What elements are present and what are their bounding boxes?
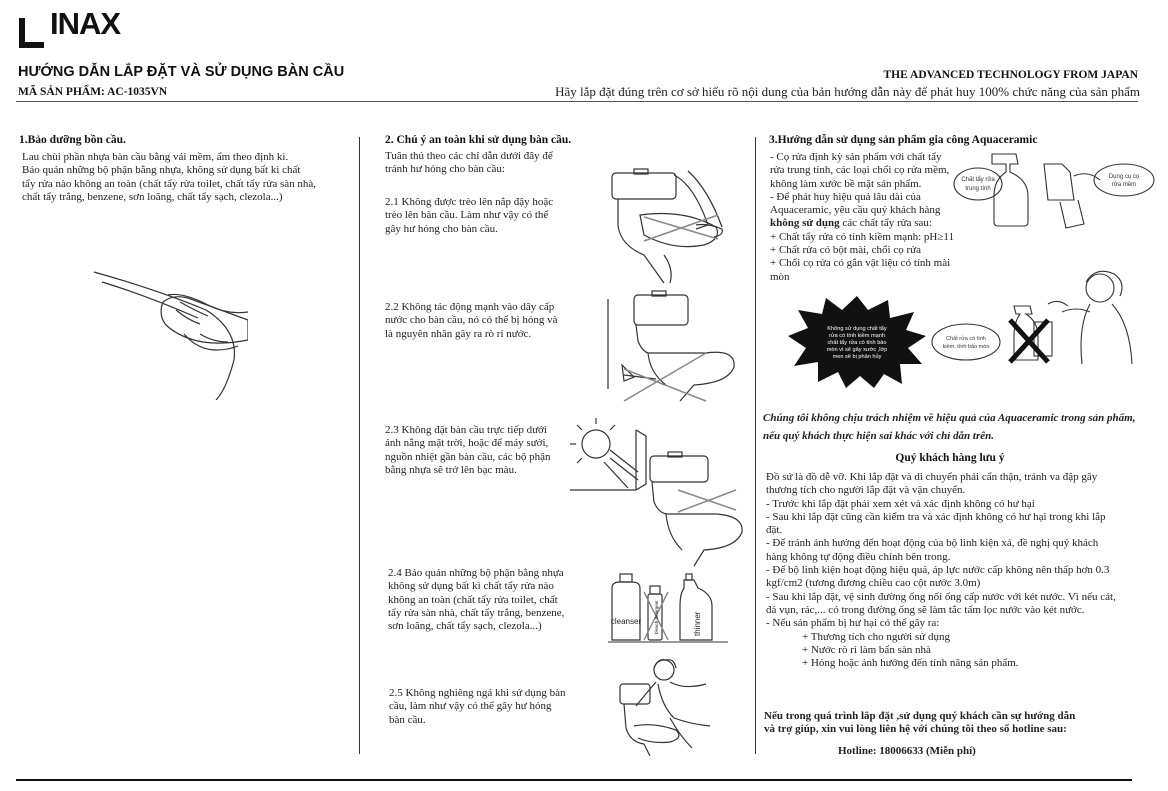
text-line: bằng nhựa sẽ trở lên bạc màu. — [385, 463, 517, 476]
text-line: là nguyên nhân gây ra rò rỉ nước. — [385, 327, 532, 340]
starburst-line-1: Không sử dụng chất tẩy — [827, 326, 887, 332]
text-line: - Cọ rửa định kỳ sản phẩm với chất tẩy — [770, 151, 942, 163]
text-line: Đồ sứ là đồ dễ vỡ. Khi lắp đặt và di chuyển phải cẩn thận, tránh va đập gây — [766, 471, 1098, 483]
text-line: bàn cầu. — [389, 713, 426, 726]
inax-logo — [16, 8, 146, 52]
text-line: không an toàn (chất tẩy rửa toilet, chất — [388, 593, 558, 606]
leaning-child-illustration — [614, 656, 724, 756]
text-line: tẩy rửa nào không an toàn (chất tẩy rửa toilet, chất tẩy rửa sàn nhà, — [22, 177, 316, 190]
text-line: ánh nắng mặt trời, hoặc để máy sưởi, — [385, 437, 549, 450]
column-divider-1 — [359, 137, 360, 754]
text-line: Aquaceramic, yêu cầu quý khách hàng — [770, 204, 941, 217]
text-line: 2.4 Bảo quản những bộ phận bằng nhựa — [388, 567, 564, 579]
contact-text — [764, 710, 1075, 737]
notice-text — [766, 471, 1116, 670]
column-divider-2 — [755, 137, 756, 754]
text-fragment: các chất tẩy rửa sau: — [839, 217, 932, 230]
label-tool-line-1: Dụng cụ cọ — [1108, 174, 1140, 180]
text-line: - Sau khi lắp đặt cũng cần kiểm tra và xác định không có hư hại trong khi lắp — [766, 510, 1106, 523]
sunlight-illustration — [566, 418, 746, 568]
hotline: Hotline: 18006633 (Miễn phí) — [838, 745, 976, 757]
text-line: rửa trung tính, các loại chổi cọ rửa mềm, — [770, 164, 950, 177]
list-item: + Hỏng hoặc ảnh hưởng đến tính năng sản phẩm. — [802, 657, 1019, 670]
header-divider — [16, 101, 1138, 102]
text-line: chất tẩy trắng, benzene, sơn loãng, chất tẩy sạch, clezola...) — [22, 190, 283, 203]
label-abrasive-line-1: Chất rửa có tính — [946, 336, 986, 342]
tagline: THE ADVANCED TECHNOLOGY FROM JAPAN — [883, 69, 1138, 81]
neutral-cleaner-illustration — [952, 150, 1157, 235]
text-line: - Nếu sản phẩm bị hư hại có thể gây ra: — [766, 617, 940, 630]
text-line: 2.5 Không nghiêng ngả khi sử dụng bàn — [389, 687, 566, 699]
list-item: + Nước rò rỉ làm bẩn sàn nhà — [802, 643, 931, 656]
notice-title: Quý khách hàng lưu ý — [895, 452, 1005, 464]
text-line: đặt. — [766, 524, 783, 537]
item-2-5-text — [389, 687, 565, 727]
text-line: Chúng tôi không chịu trách nhiệm về hiệu quả của Aquaceramic trong sản phẩm, — [763, 412, 1136, 424]
bottle-label-cleanser: cleanser — [610, 617, 642, 626]
label-neutral-line-1: Chất tẩy rửa — [961, 177, 995, 183]
text-line: Lau chùi phần nhựa bàn cầu bằng vải mềm, ẩm theo định kì. — [22, 151, 289, 163]
text-line: - Để tránh ảnh hưởng đến hoạt động của bộ linh kiện xả, đề nghị quý khách — [766, 537, 1099, 550]
text-line: - Trước khi lắp đặt phải xem xét và xác định không có hư hại — [766, 497, 1035, 510]
section-1-heading: 1.Bảo dưỡng bồn cầu. — [19, 134, 126, 146]
toilet-climb-illustration — [604, 165, 734, 285]
starburst-line-5: men sẽ bị phân hủy — [832, 354, 882, 360]
text-line: - Để phát huy hiệu quả lâu dài của — [770, 190, 921, 203]
abrasive-cleaner-illustration — [930, 266, 1158, 378]
text-line: - Sau khi lắp đặt, vệ sinh đường ống nối ống cấp nước với két nước. Vì nếu cát, — [766, 590, 1116, 603]
text-line: không sử dụng bất kì chất tẩy rửa nào — [388, 580, 554, 593]
starburst-line-2: rửa có tính kiềm mạnh — [829, 333, 885, 339]
section-1-text — [22, 151, 357, 204]
harm-list — [766, 631, 1116, 671]
text-line: cầu, làm như vậy có thể gây hư hỏng — [389, 700, 552, 713]
water-supply-illustration — [602, 289, 742, 405]
text-line: 2.2 Không tác động mạnh vào dây cấp — [385, 301, 555, 313]
text-line: gây hư hỏng cho bàn cầu. — [385, 222, 498, 235]
chemical-bottles-illustration — [608, 572, 728, 644]
disclaimer — [763, 409, 1135, 445]
section-2-heading: 2. Chú ý an toàn khi sử dụng bàn cầu. — [385, 134, 572, 146]
bottle-label-bleach: bleach detergent — [654, 600, 659, 634]
footer-divider — [16, 779, 1132, 781]
item-2-1-text — [385, 196, 553, 236]
text-line: kgf/cm2 (tương đương chiều cao cột nước 3.0m) — [766, 577, 981, 590]
text-line: hàng không tự động điều chỉnh bên trong. — [766, 550, 951, 563]
list-item: + Thương tích cho người sử dụng — [802, 630, 950, 643]
logo-text: INAX — [50, 6, 121, 41]
text-line: nước cho bàn cầu, nó có thể bị hỏng và — [385, 314, 558, 327]
text-line: đá vụn, rác,... có trong đường ống sẽ làm tắc tấm lọc nước vào két nước. — [766, 603, 1085, 616]
bold-phrase: không sử dụng — [770, 217, 840, 230]
warning-starburst — [788, 296, 926, 388]
text-line: - Để bộ linh kiện hoạt động hiệu quả, áp lực nước cấp không nên thấp hơn 0.3 — [766, 564, 1110, 577]
wiping-hand-illustration — [88, 250, 248, 400]
text-line: Bảo quản những bộ phận bằng nhựa, không sử dụng bất kì chất — [22, 164, 301, 177]
text-line: 2.3 Không đặt bàn cầu trực tiếp dưới — [385, 424, 547, 436]
label-tool-line-2: rửa mềm — [1111, 182, 1137, 188]
label-neutral-line-2: trung tính — [965, 186, 991, 192]
text-line: không làm xước bề mặt sản phẩm. — [770, 177, 922, 190]
item-2-2-text — [385, 301, 557, 341]
text-line — [770, 217, 954, 230]
starburst-line-4: mòn vì sẽ gây xước ,lớp — [826, 347, 888, 353]
label-abrasive-line-2: kiềm, tính bào mòn — [942, 344, 990, 350]
product-code: MÃ SẢN PHẨM: AC-1035VN — [18, 86, 168, 98]
subtitle: Hãy lắp đặt đúng trên cơ sở hiểu rõ nội dung của bản hướng dẫn này để phát huy 100% chức năng của sản phẩm — [555, 84, 1140, 99]
logo-mark-icon — [16, 16, 46, 50]
text-line: nguồn nhiệt gần bàn cầu, các bộ phận — [385, 450, 551, 463]
section-2-intro — [385, 150, 553, 177]
text-line: + Chất rửa có bột mài, chổi cọ rửa — [770, 244, 921, 257]
section-3-heading: 3.Hướng dẫn sử dụng sản phẩm gia công Aquaceramic — [769, 134, 1038, 146]
text-line: tránh hư hỏng cho bàn cầu: — [385, 163, 505, 176]
text-line: 2.1 Không được trèo lên nắp đậy hoặc — [385, 196, 554, 208]
text-line: + Chất tẩy rửa có tính kiềm mạnh: pH≥11 — [770, 230, 954, 243]
page-title: HƯỚNG DẪN LẮP ĐẶT VÀ SỬ DỤNG BÀN CẦU — [18, 64, 345, 80]
text-line: tẩy rửa sàn nhà, chất tẩy trắng, benzene, — [388, 606, 565, 619]
item-2-4-text — [388, 567, 564, 633]
item-2-3-text — [385, 424, 551, 477]
text-line: + Chổi cọ rửa có gắn vật liệu có tính mài — [770, 257, 951, 270]
text-line: nếu quý khách thực hiện sai khác với chỉ dẫn trên. — [763, 430, 994, 442]
text-line: thương tích cho người lắp đặt và vận chuyển. — [766, 484, 966, 497]
text-line: trèo lên bàn cầu. Làm như vậy có thể — [385, 209, 549, 222]
starburst-line-3: chất tẩy rửa có tính bào — [827, 340, 887, 346]
text-line: sơn loãng, chất tẩy sạch, clezola...) — [388, 620, 542, 633]
bottle-label-thinner: thinner — [693, 611, 702, 636]
section-3-text — [770, 151, 954, 284]
text-line: Nếu trong quá trình lắp đặt ,sử dụng quý khách cần sự hướng dẫn — [764, 710, 1076, 722]
text-line: và trợ giúp, xin vui lòng liên hệ với chúng tôi theo số hotline sau: — [764, 723, 1067, 736]
text-line: mòn — [770, 270, 790, 283]
text-line: Tuân thủ theo các chỉ dẫn dưới đây để — [385, 150, 553, 162]
